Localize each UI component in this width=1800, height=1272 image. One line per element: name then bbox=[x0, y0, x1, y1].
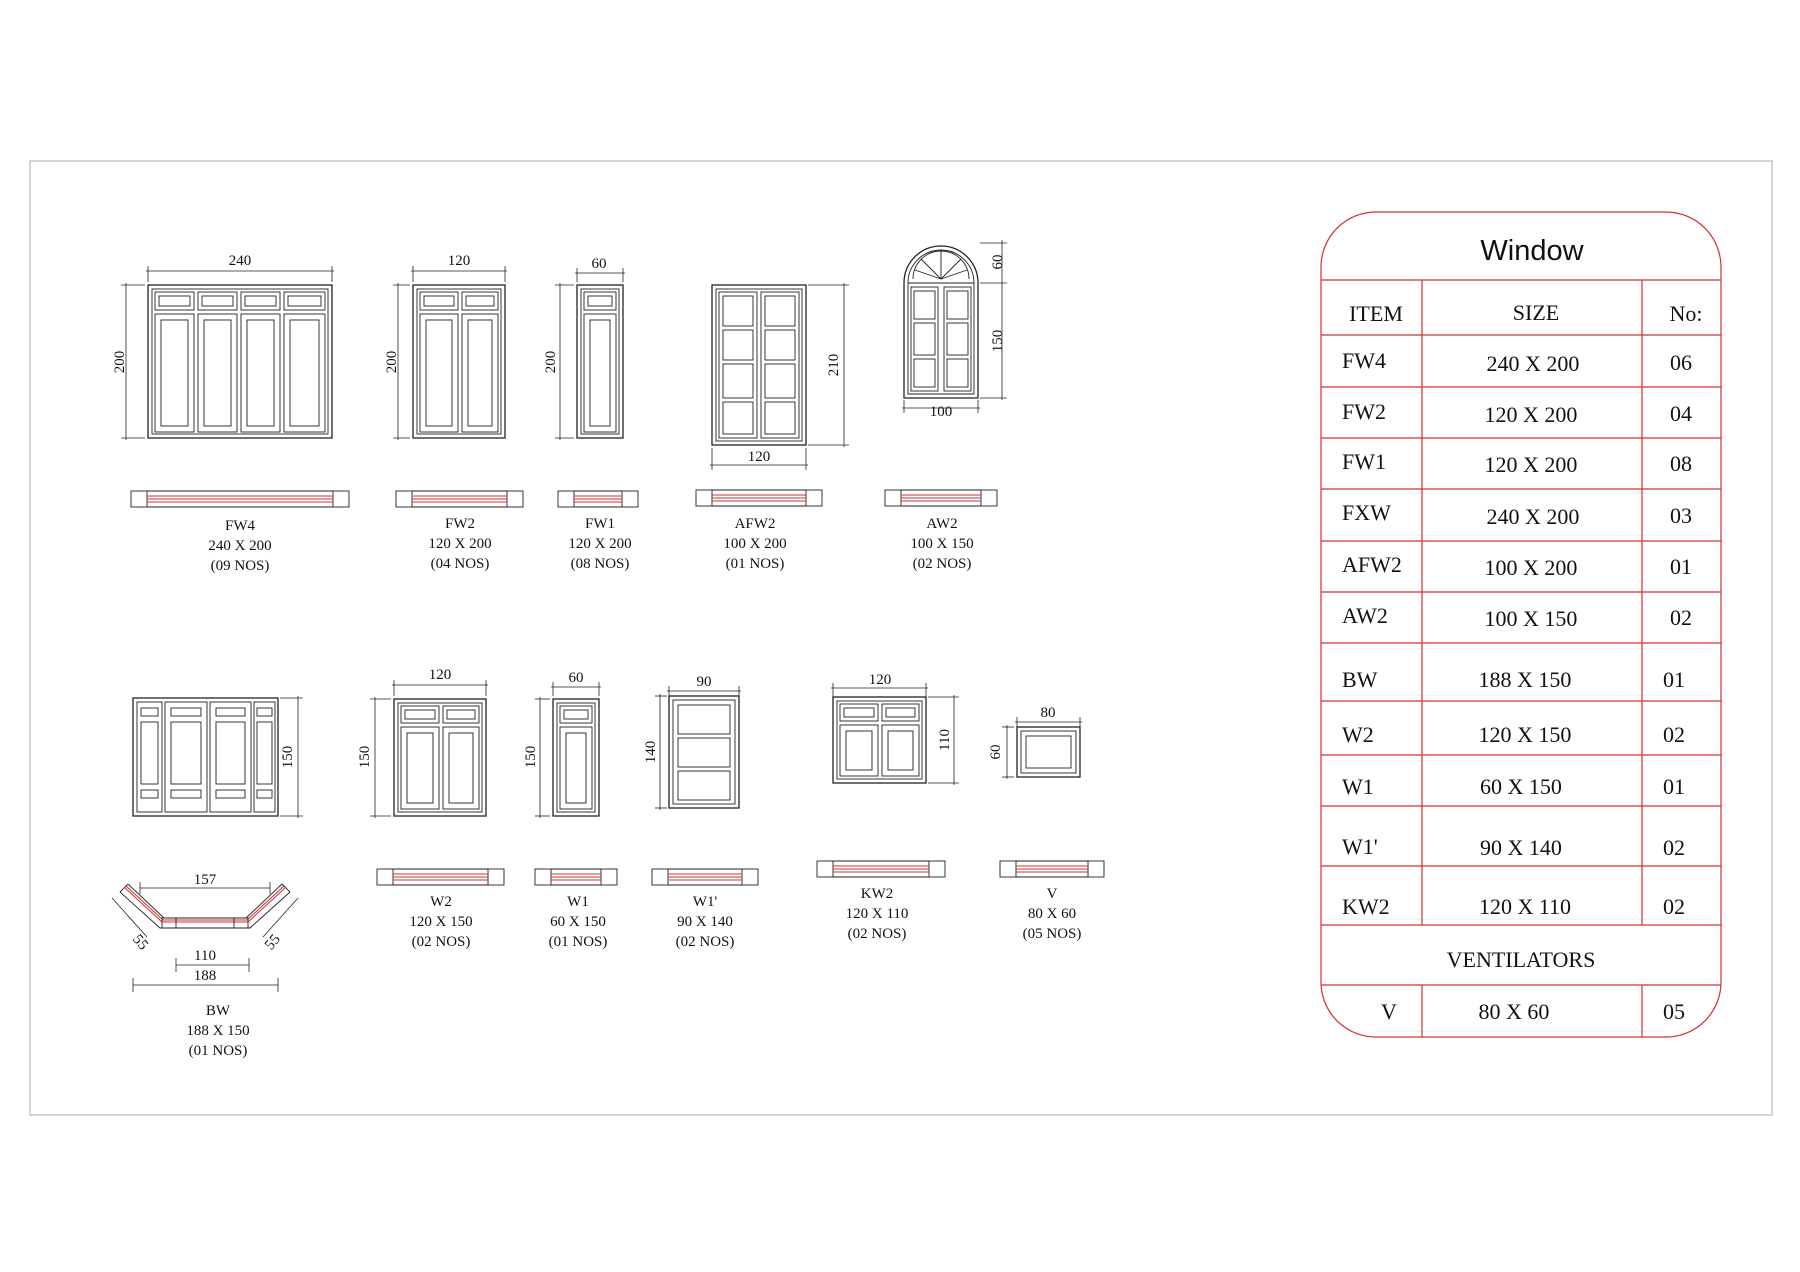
row-size: 120 X 200 bbox=[1484, 452, 1578, 477]
kw2-qty: (02 NOS) bbox=[847, 926, 907, 942]
w2-elevation bbox=[370, 680, 488, 818]
fw2-width-dim: 120 bbox=[447, 253, 471, 269]
fw4-elevation bbox=[121, 266, 334, 440]
row-item: W1 bbox=[1342, 774, 1374, 799]
w2-plan bbox=[377, 869, 504, 885]
fw1-size: 120 X 200 bbox=[568, 536, 632, 552]
row-item: AW2 bbox=[1342, 603, 1388, 628]
bw-left-dim: 55 bbox=[129, 931, 152, 954]
row-count: 01 bbox=[1670, 554, 1692, 579]
kw2-plan bbox=[817, 861, 945, 877]
row-item: FW4 bbox=[1342, 348, 1386, 373]
bw-code: BW bbox=[205, 1003, 231, 1019]
bw-qty: (01 NOS) bbox=[188, 1043, 248, 1059]
aw2-top-dim: 60 bbox=[990, 254, 1006, 270]
fw2-plan bbox=[396, 491, 523, 507]
vent-row-item: V bbox=[1381, 999, 1397, 1024]
fw4-width-dim: 240 bbox=[228, 253, 252, 269]
header-size: SIZE bbox=[1512, 300, 1560, 325]
w2-size: 120 X 150 bbox=[409, 914, 473, 930]
row-count: 01 bbox=[1663, 667, 1685, 692]
v-height-dim: 60 bbox=[988, 744, 1004, 760]
w2-height-dim: 150 bbox=[357, 745, 373, 769]
fw1-qty: (08 NOS) bbox=[570, 556, 630, 572]
fw1-code: FW1 bbox=[585, 516, 615, 532]
w1-prime-size: 90 X 140 bbox=[677, 914, 733, 930]
row-size: 240 X 200 bbox=[1486, 351, 1580, 376]
aw2-width-dim: 100 bbox=[929, 404, 953, 420]
row-size: 240 X 200 bbox=[1486, 504, 1580, 529]
row-size: 90 X 140 bbox=[1480, 835, 1562, 860]
w1-size: 60 X 150 bbox=[550, 914, 606, 930]
afw2-width-dim: 120 bbox=[747, 449, 771, 465]
bw-top-dim: 157 bbox=[193, 872, 217, 888]
row-item: FW1 bbox=[1342, 449, 1386, 474]
row-count: 02 bbox=[1663, 722, 1685, 747]
w1-prime-elevation bbox=[655, 686, 741, 810]
v-size: 80 X 60 bbox=[1027, 906, 1077, 922]
row-count: 06 bbox=[1670, 350, 1692, 375]
w1-elevation bbox=[535, 682, 601, 818]
w1-plan bbox=[535, 869, 617, 885]
v-width-dim: 80 bbox=[1040, 705, 1056, 721]
row-size: 100 X 150 bbox=[1484, 606, 1578, 631]
w2-qty: (02 NOS) bbox=[411, 934, 471, 950]
row-count: 01 bbox=[1663, 774, 1685, 799]
fw2-height-dim: 200 bbox=[384, 350, 400, 374]
kw2-height-dim: 110 bbox=[937, 729, 953, 751]
row-item: BW bbox=[1342, 667, 1378, 692]
schedule-title: Window bbox=[1480, 235, 1584, 267]
w1-width-dim: 60 bbox=[568, 670, 584, 686]
fw4-plan bbox=[131, 491, 349, 507]
kw2-width-dim: 120 bbox=[868, 672, 892, 688]
w1-prime-code: W1' bbox=[692, 894, 718, 910]
row-item: W1' bbox=[1342, 834, 1378, 859]
fw4-qty: (09 NOS) bbox=[210, 558, 270, 574]
row-item: AFW2 bbox=[1342, 552, 1402, 577]
w1-prime-qty: (02 NOS) bbox=[675, 934, 735, 950]
w1-qty: (01 NOS) bbox=[548, 934, 608, 950]
row-item: W2 bbox=[1342, 722, 1374, 747]
fw1-elevation bbox=[555, 268, 625, 440]
row-item: KW2 bbox=[1342, 894, 1390, 919]
row-size: 120 X 150 bbox=[1478, 722, 1572, 747]
fw1-plan bbox=[558, 491, 638, 507]
aw2-size: 100 X 150 bbox=[910, 536, 974, 552]
w1-prime-plan bbox=[652, 869, 758, 885]
v-plan bbox=[1000, 861, 1104, 877]
kw2-code: KW2 bbox=[860, 886, 894, 902]
row-size: 60 X 150 bbox=[1480, 774, 1562, 799]
fw4-size: 240 X 200 bbox=[208, 538, 272, 554]
row-count: 03 bbox=[1670, 503, 1692, 528]
w1-prime-width-dim: 90 bbox=[696, 674, 712, 690]
v-elevation bbox=[1002, 717, 1082, 779]
w2-width-dim: 120 bbox=[428, 667, 452, 683]
aw2-height-dim: 150 bbox=[990, 329, 1006, 353]
row-size: 120 X 200 bbox=[1484, 402, 1578, 427]
aw2-plan bbox=[885, 490, 997, 506]
v-code: V bbox=[1046, 886, 1058, 902]
fw4-code: FW4 bbox=[225, 518, 255, 534]
w1-height-dim: 150 bbox=[523, 745, 539, 769]
row-size: 120 X 110 bbox=[1478, 894, 1572, 919]
fw1-height-dim: 200 bbox=[543, 350, 559, 374]
row-count: 02 bbox=[1663, 835, 1685, 860]
row-size: 188 X 150 bbox=[1478, 667, 1572, 692]
fw2-qty: (04 NOS) bbox=[430, 556, 490, 572]
w2-code: W2 bbox=[430, 894, 452, 910]
afw2-plan bbox=[696, 490, 822, 506]
row-item: FXW bbox=[1342, 500, 1391, 525]
bw-right-dim: 55 bbox=[261, 931, 284, 954]
afw2-code: AFW2 bbox=[734, 516, 776, 532]
fw2-code: FW2 bbox=[445, 516, 475, 532]
header-item: ITEM bbox=[1349, 301, 1403, 326]
aw2-qty: (02 NOS) bbox=[912, 556, 972, 572]
afw2-size: 100 X 200 bbox=[723, 536, 787, 552]
vent-row-size: 80 X 60 bbox=[1478, 999, 1550, 1024]
afw2-height-dim: 210 bbox=[826, 353, 842, 377]
bw-height-dim: 150 bbox=[280, 745, 296, 769]
v-qty: (05 NOS) bbox=[1022, 926, 1082, 942]
afw2-qty: (01 NOS) bbox=[725, 556, 785, 572]
row-count: 08 bbox=[1670, 451, 1692, 476]
fw2-elevation bbox=[393, 266, 507, 440]
row-count: 02 bbox=[1670, 605, 1692, 630]
w1-prime-height-dim: 140 bbox=[643, 740, 659, 764]
w1-code: W1 bbox=[567, 894, 589, 910]
row-size: 100 X 200 bbox=[1484, 555, 1578, 580]
fw1-width-dim: 60 bbox=[591, 256, 607, 272]
bw-elevation bbox=[133, 696, 303, 818]
bw-size: 188 X 150 bbox=[186, 1023, 250, 1039]
bw-overall-dim: 188 bbox=[193, 968, 217, 984]
vent-row-count: 05 bbox=[1663, 999, 1685, 1024]
fw2-size: 120 X 200 bbox=[428, 536, 492, 552]
row-count: 02 bbox=[1663, 894, 1685, 919]
row-item: FW2 bbox=[1342, 399, 1386, 424]
bw-inner-dim: 110 bbox=[194, 948, 216, 964]
aw2-code: AW2 bbox=[926, 516, 958, 532]
fw4-height-dim: 200 bbox=[112, 350, 128, 374]
header-no: No: bbox=[1669, 301, 1703, 326]
ventilators-heading: VENTILATORS bbox=[1446, 947, 1596, 972]
kw2-size: 120 X 110 bbox=[845, 906, 909, 922]
row-count: 04 bbox=[1670, 401, 1692, 426]
